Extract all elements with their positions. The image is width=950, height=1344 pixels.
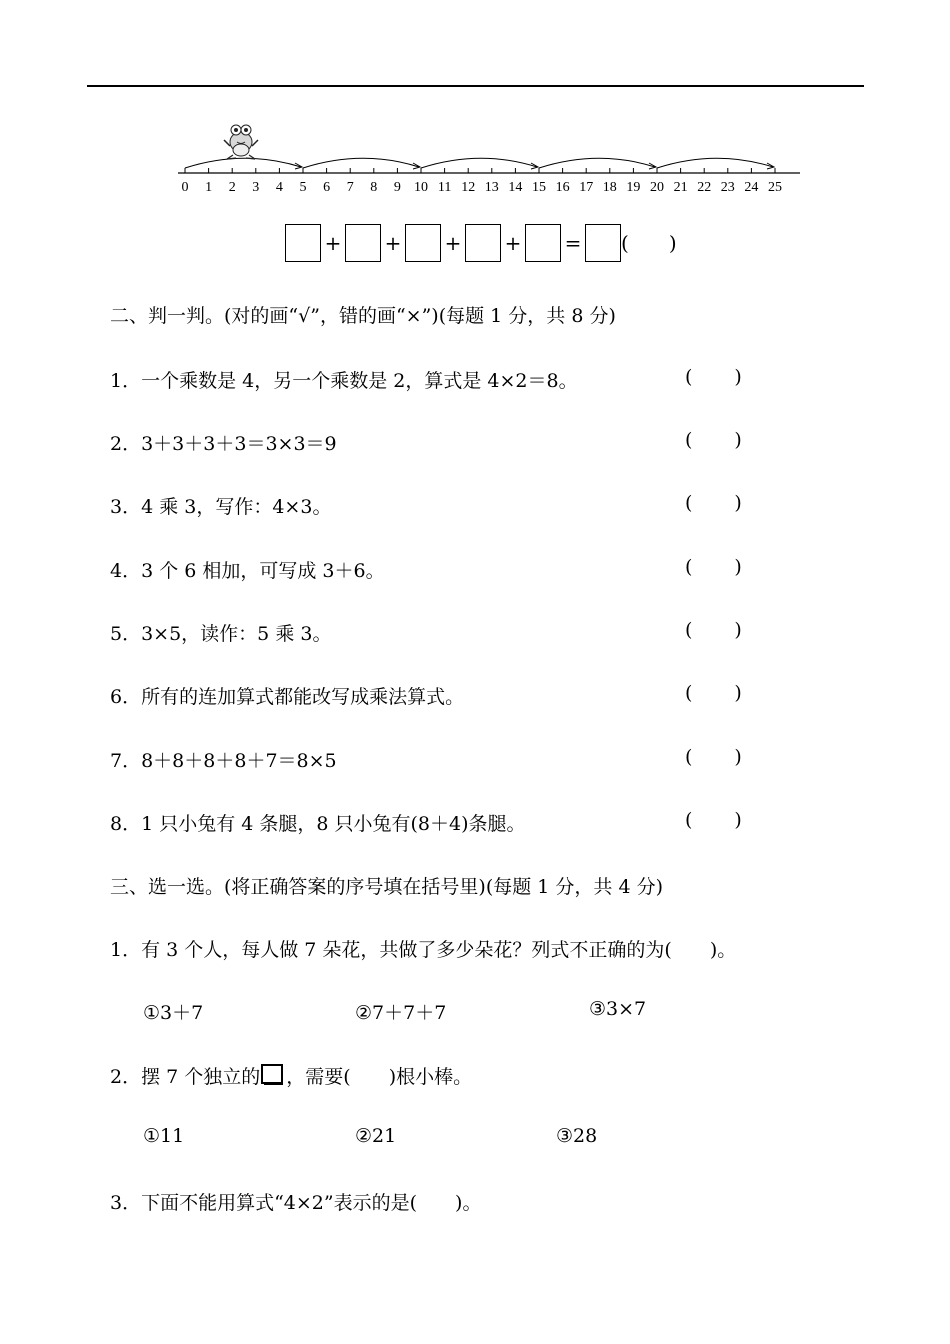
judge-item-6: 6．所有的连加算式都能改写成乘法算式。 <box>110 686 465 708</box>
tick-label: 25 <box>768 180 782 195</box>
answer-box-2[interactable] <box>345 224 381 262</box>
tick-label: 15 <box>532 180 546 195</box>
tick-label: 24 <box>744 180 759 195</box>
judge-item-7: 7．8＋8＋8＋8＋7＝8×5 <box>110 750 337 772</box>
tick-label: 2 <box>228 180 236 195</box>
q1-option-1[interactable]: ①3＋7 <box>143 1002 204 1024</box>
question-1-end: )。 <box>709 939 737 961</box>
judge-answer-4[interactable]: ( ) <box>685 556 742 578</box>
tick-label: 19 <box>626 180 641 195</box>
plus-sign: + <box>504 231 522 255</box>
multiplication-blank[interactable]: ( ) <box>621 231 677 255</box>
choice-question-1 <box>110 935 736 962</box>
judge-answer-5[interactable]: ( ) <box>685 619 742 641</box>
jump-arc <box>421 158 537 168</box>
judge-item-5: 5．3×5，读作：5 乘 3。 <box>110 623 332 645</box>
tick-label: 10 <box>414 180 428 195</box>
top-rule <box>87 85 864 87</box>
choice-question-2 <box>110 1062 472 1089</box>
answer-box-1[interactable] <box>285 224 321 262</box>
q2-option-2[interactable]: ②21 <box>355 1125 397 1147</box>
plus-sign: + <box>384 231 402 255</box>
tick-label: 6 <box>323 180 331 195</box>
q2-option-3[interactable]: ③28 <box>556 1125 598 1147</box>
number-line-jumps <box>185 158 774 169</box>
tick-label: 23 <box>720 180 735 195</box>
repeated-addition-equation <box>285 222 677 264</box>
question-1-text: 1．有 3 个人，每人做 7 朵花，共做了多少朵花？列式不正确的为( <box>110 939 672 961</box>
question-3-end: )。 <box>455 1192 482 1214</box>
judge-item-1: 1．一个乘数是 4，另一个乘数是 2，算式是 4×2＝8。 <box>110 370 578 392</box>
jump-arc <box>539 158 655 168</box>
tick-label: 16 <box>555 180 570 195</box>
tick-label: 18 <box>602 180 617 195</box>
tick-label: 1 <box>205 180 213 195</box>
question-2-text: 2．摆 7 个独立的 <box>110 1066 261 1088</box>
judge-answer-2[interactable]: ( ) <box>685 429 742 451</box>
judge-item-8: 8．1 只小兔有 4 条腿，8 只小兔有(8＋4)条腿。 <box>110 813 526 835</box>
number-line <box>0 110 950 200</box>
tick-label: 3 <box>252 180 260 195</box>
tick-label: 7 <box>346 180 354 195</box>
answer-box-5[interactable] <box>525 224 561 262</box>
tick-label: 8 <box>370 180 378 195</box>
answer-box-3[interactable] <box>405 224 441 262</box>
question-2-middle: ，需要( <box>286 1066 351 1088</box>
judge-answer-6[interactable]: ( ) <box>685 682 742 704</box>
frog-icon <box>224 125 258 159</box>
judge-item-4: 4．3 个 6 相加，可写成 3＋6。 <box>110 560 385 582</box>
question-3-text: 3．下面不能用算式“4×2”表示的是( <box>110 1192 418 1214</box>
q1-option-3[interactable]: ③3×7 <box>589 998 647 1020</box>
plus-sign: + <box>324 231 342 255</box>
judge-item-3: 3．4 乘 3，写作：4×3。 <box>110 496 332 518</box>
tick-label: 5 <box>299 180 307 195</box>
section3-heading: 三、选一选。(将正确答案的序号填在括号里)(每题 1 分，共 4 分) <box>110 876 663 898</box>
tick-label: 17 <box>579 180 594 195</box>
q1-option-2[interactable]: ②7＋7＋7 <box>355 1002 447 1024</box>
number-line-ticks <box>185 168 775 173</box>
jump-arc <box>185 158 301 168</box>
q2-option-1[interactable]: ①11 <box>143 1125 185 1147</box>
tick-label: 9 <box>393 180 401 195</box>
section2-heading: 二、判一判。(对的画“√”，错的画“×”)(每题 1 分，共 8 分) <box>110 305 616 327</box>
tick-label: 21 <box>673 180 688 195</box>
tick-label: 13 <box>484 180 499 195</box>
jump-arc <box>303 158 419 168</box>
tick-label: 14 <box>508 180 523 195</box>
judge-answer-7[interactable]: ( ) <box>685 746 742 768</box>
equals-sign: = <box>564 231 582 255</box>
answer-box-4[interactable] <box>465 224 501 262</box>
tick-label: 12 <box>461 180 476 195</box>
choice-question-3 <box>110 1188 481 1215</box>
plus-sign: + <box>444 231 462 255</box>
tick-label: 0 <box>181 180 189 195</box>
question-2-end: )根小棒。 <box>388 1066 473 1088</box>
answer-box-sum[interactable] <box>585 224 621 262</box>
judge-answer-3[interactable]: ( ) <box>685 492 742 514</box>
tick-label: 11 <box>437 180 452 195</box>
judge-answer-8[interactable]: ( ) <box>685 809 742 831</box>
judge-answer-1[interactable]: ( ) <box>685 366 742 388</box>
tick-label: 22 <box>697 180 712 195</box>
jump-arc <box>657 158 773 168</box>
judge-item-2: 2．3＋3＋3＋3＝3×3＝9 <box>110 433 337 455</box>
square-sticks-icon <box>261 1064 285 1086</box>
tick-label: 4 <box>275 180 283 195</box>
number-line-labels <box>182 180 783 195</box>
tick-label: 20 <box>650 180 664 195</box>
